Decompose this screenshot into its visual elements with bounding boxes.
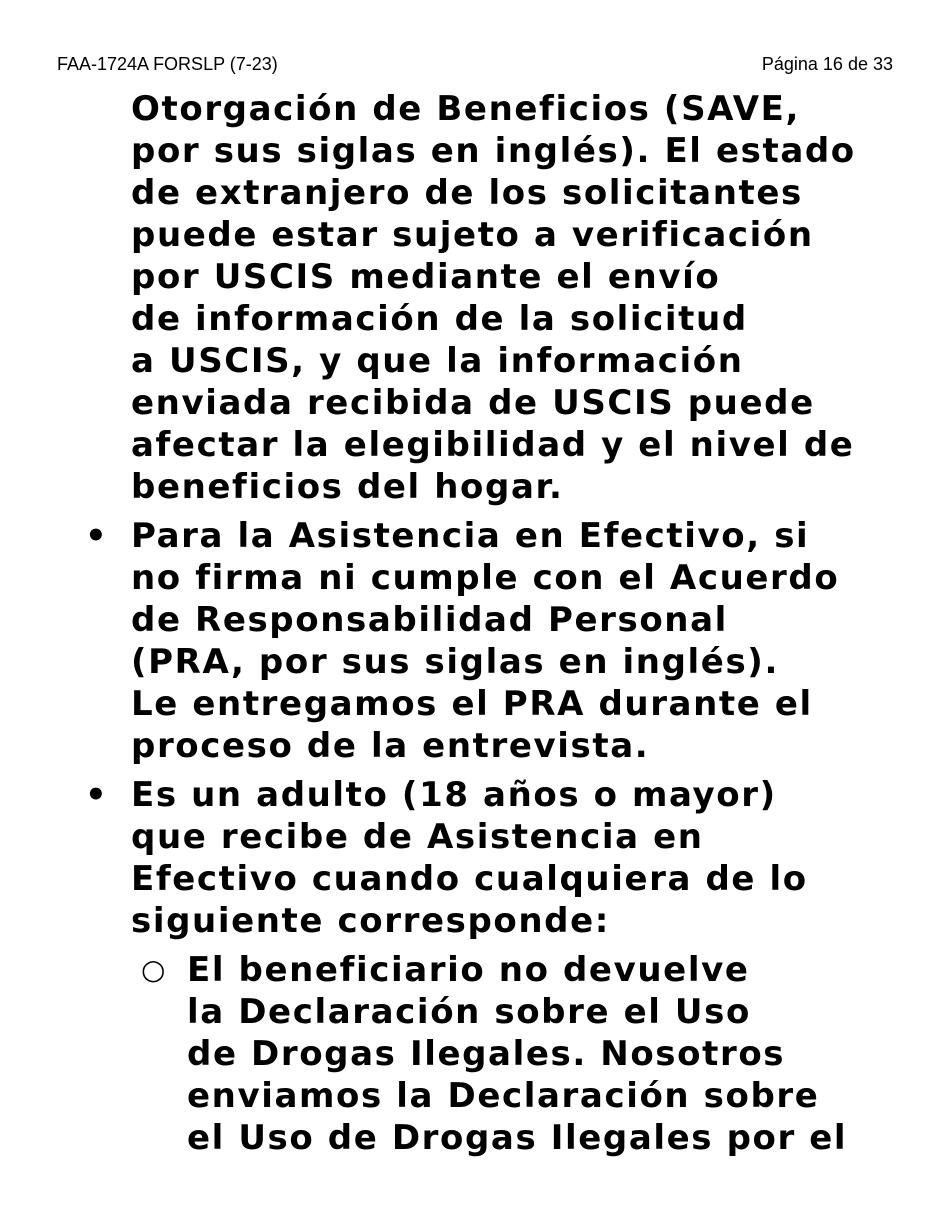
sub-bullet-line: la Declaración sobre el Uso	[187, 992, 751, 1032]
bullet-line: que recibe de Asistencia en	[131, 817, 704, 857]
bullet-line: (PRA, por sus siglas en inglés).	[131, 642, 779, 682]
paragraph-line: Otorgación de Beneficios (SAVE,	[131, 89, 801, 129]
sub-bullet-line: de Drogas Ilegales. Nosotros	[187, 1034, 786, 1074]
bullet-line: de Responsabilidad Personal	[131, 600, 728, 640]
sub-bullet-line: enviamos la Declaración sobre	[187, 1076, 820, 1116]
bullet-line: siguiente corresponde:	[131, 901, 610, 941]
document-body	[0, 88, 950, 1159]
bullet-line: no firma ni cumple con el Acuerdo	[131, 558, 840, 598]
form-identifier: FAA-1724A FORSLP (7-23)	[57, 54, 278, 74]
page-number: Página 16 de 33	[761, 54, 893, 74]
paragraph-line: a USCIS, y que la información	[131, 341, 744, 381]
sub-bullet-line: el Uso de Drogas Ilegales por el	[187, 1118, 848, 1158]
bullet-line: Le entregamos el PRA durante el	[131, 684, 813, 724]
bullet-marker: •	[85, 516, 107, 556]
paragraph-line: de información de la solicitud	[131, 299, 748, 339]
bullet-line: Para la Asistencia en Efectivo, si	[131, 516, 810, 556]
paragraph-line: enviada recibida de USCIS puede	[131, 383, 815, 423]
paragraph-line: por USCIS mediante el envío	[131, 257, 721, 297]
paragraph-line: beneficios del hogar.	[131, 467, 564, 507]
continuation-paragraph	[131, 88, 950, 508]
bullet-marker: •	[85, 775, 107, 815]
sub-bullet-item-drug-use-declaration	[141, 949, 950, 1159]
paragraph-line: por sus siglas en inglés). El estado	[131, 131, 856, 171]
bullet-line: Efectivo cuando cualquiera de lo	[131, 859, 808, 899]
bullet-item-personal-responsibility-agreement	[85, 515, 950, 767]
paragraph-line: puede estar sujeto a verificación	[131, 215, 814, 255]
paragraph-line: afectar la elegibilidad y el nivel de	[131, 425, 855, 465]
bullet-item-adult-cash-assistance	[85, 774, 950, 942]
sub-bullet-line: El beneficiario no devuelve	[187, 950, 750, 990]
bullet-line: Es un adulto (18 años o mayor)	[131, 775, 777, 815]
sub-bullet-marker: ○	[141, 953, 166, 986]
paragraph-line: de extranjero de los solicitantes	[131, 173, 803, 213]
bullet-line: proceso de la entrevista.	[131, 726, 650, 766]
